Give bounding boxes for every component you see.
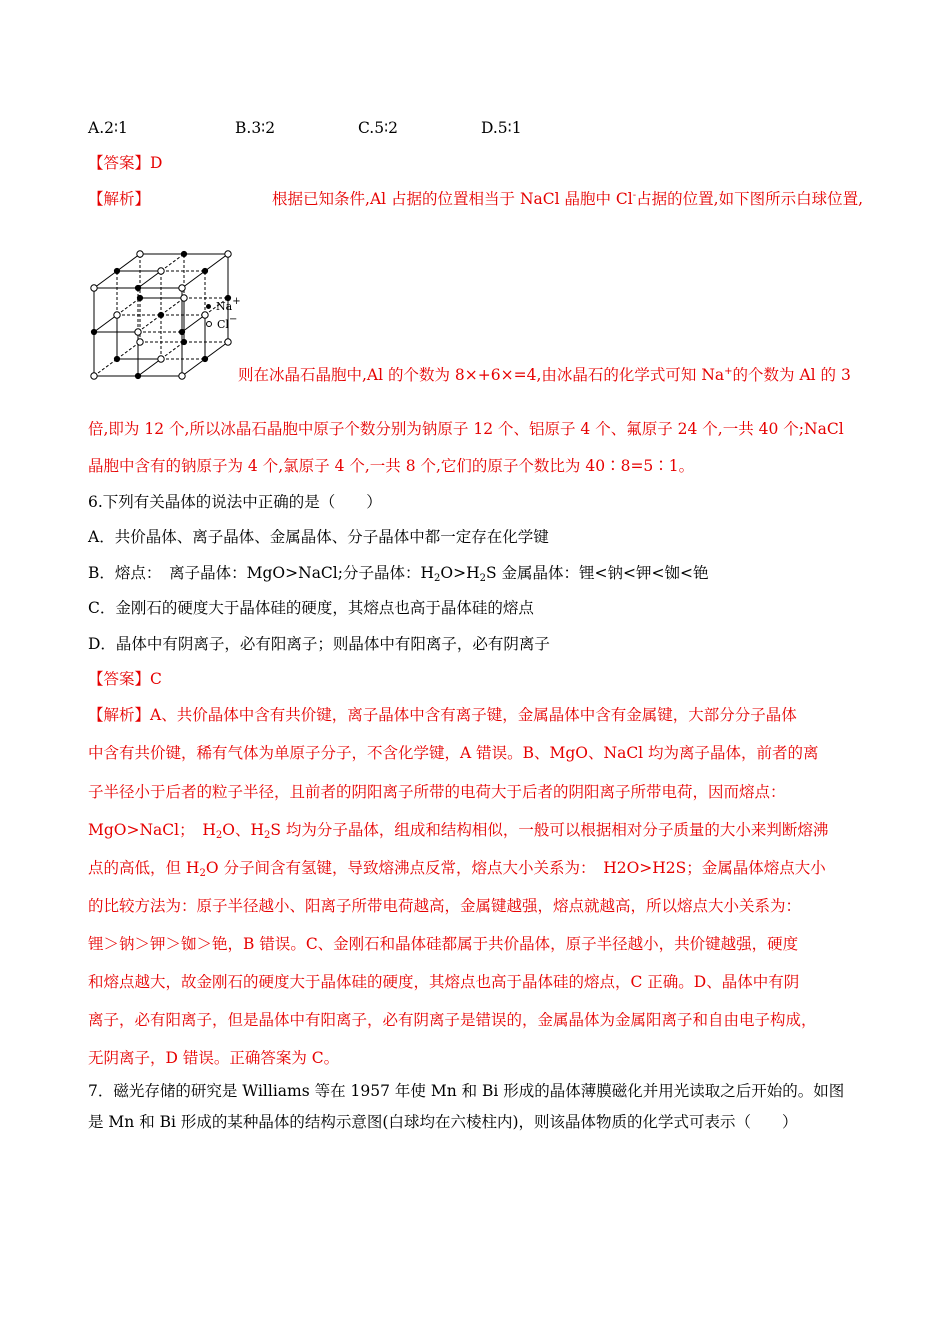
na-ion (181, 339, 186, 344)
na-ion (202, 268, 207, 273)
q6-analysis-line-3: 子半径小于后者的粒子半径，且前者的阴阳离子所带的电荷大于后者的阴阳离子所带电荷，因而熔点： (88, 783, 786, 801)
cl-ion (179, 373, 185, 379)
q6-analysis-line-8: 和熔点越大，故金刚石的硬度大于晶体硅的硬度，其熔点也高于晶体硅的熔点，C 正确。D、晶体中有阴 (88, 973, 800, 991)
cl-ion (135, 329, 141, 335)
cl-ion (91, 373, 97, 379)
na-ion (202, 356, 207, 361)
q6-analysis-line-10: 无阴离子，D 错误。正确答案为 C。 (88, 1049, 340, 1067)
cl-ion (179, 285, 185, 291)
option-a: A.2∶1 (88, 119, 128, 137)
cl-ion (158, 356, 164, 362)
q7-stem-line-2: 是 Mn 和 Bi 形成的某种晶体的结构示意图(白球均在六棱柱内)，则该晶体物质的化学式可表示（ ） (88, 1113, 798, 1131)
q6-analysis-line-1: 【解析】A、共价晶体中含有共价键，离子晶体中含有离子键，金属晶体中含有金属键，大部分分子晶体 (88, 706, 797, 724)
cl-ion (225, 339, 231, 345)
q5-analysis-line-1 (88, 189, 863, 209)
cl-ion (137, 339, 143, 345)
q6-analysis-line-7: 锂＞钠＞钾＞铷＞铯，B 错误。C、金刚石和晶体硅都属于共价晶体，原子半径越小，共价键越强，硬度 (88, 935, 799, 953)
analysis-text-1: 根据已知条件,Al 占据的位置相当于 NaCl 晶胞中 Cl-占据的位置,如下图所示白球位置, (272, 190, 863, 208)
na-ion (135, 373, 140, 378)
cl-ion (114, 312, 120, 318)
na-ion (158, 312, 163, 317)
q5-analysis-line-2: 则在冰晶石晶胞中,Al 的个数为 8×+6×=4,由冰晶石的化学式可知 Na+的个数为 Al 的 3 (238, 366, 851, 384)
filled-dot-icon (206, 304, 211, 309)
na-ion (114, 268, 119, 273)
q5-analysis-line-3: 倍,即为 12 个,所以冰晶石晶胞中原子个数分别为钠原子 12 个、铝原子 4 个、氟原子 24 个,一共 40 个;NaCl (88, 420, 844, 438)
q5-options (88, 118, 863, 138)
q6-option-d: D．晶体中有阴离子，必有阳离子；则晶体中有阳离子，必有阴离子 (88, 635, 550, 653)
cl-ion (181, 295, 187, 301)
q6-option-a: A．共价晶体、离子晶体、金属晶体、分子晶体中都一定存在化学键 (88, 528, 549, 546)
legend-na: Na+ (206, 300, 241, 313)
option-b: B.3∶2 (235, 119, 276, 137)
cl-ion (91, 285, 97, 291)
q6-stem: 6.下列有关晶体的说法中正确的是（ ） (88, 493, 382, 511)
analysis-label: 【解析】 (88, 190, 151, 208)
option-d: D.5∶1 (481, 119, 522, 137)
q7-stem-line-1: 7．磁光存储的研究是 Williams 等在 1957 年使 Mn 和 Bi 形成的晶体薄膜磁化并用光读取之后开始的。如图 (88, 1082, 845, 1100)
q6-analysis-line-2: 中含有共价键，稀有气体为单原子分子，不含化学键，A 错误。B、MgO、NaCl 均为离子晶体，前者的离 (88, 744, 819, 762)
na-ion (137, 295, 142, 300)
q6-option-c: C．金刚石的硬度大于晶体硅的硬度，其熔点也高于晶体硅的熔点 (88, 599, 534, 617)
q5-analysis-line-4: 晶胞中含有的钠原子为 4 个,氯原子 4 个,一共 8 个,它们的原子个数比为 40∶8=5∶1。 (88, 457, 695, 475)
q6-analysis-line-9: 离子，必有阳离子，但是晶体中有阳离子，必有阴离子是错误的，金属晶体为金属阳离子和自由电子构成， (88, 1011, 817, 1029)
cl-ion (137, 251, 143, 257)
q6-analysis-line-6: 的比较方法为：原子半径越小、阳离子所带电荷越高，金属键越强，熔点就越高，所以熔点大小关系为： (88, 897, 802, 915)
option-c: C.5∶2 (358, 119, 398, 137)
na-ion (179, 329, 184, 334)
cl-ion (225, 251, 231, 257)
cl-ion (158, 268, 164, 274)
hollow-dot-icon (206, 321, 212, 327)
q6-analysis-line-4: MgO>NaCl； $H_2O$、$H_2S$ 均为分子晶体，组成和结构相似，一般可以根据相对分子质量的大小来判断熔沸 (88, 821, 829, 841)
legend-cl: Cl− (206, 318, 237, 331)
q5-answer: 【答案】D (88, 154, 163, 172)
na-ion (114, 356, 119, 361)
na-ion (91, 329, 96, 334)
q6-analysis-line-5: 点的高低，但 $H_2O$ 分子间含有氢键，导致熔沸点反常，熔点大小关系为： H2O>H2S；金属晶体熔点大小 (88, 859, 826, 879)
q6-option-b: B．熔点： 离子晶体：MgO>NaCl;分子晶体：$H_2O>H_2S$ 金属晶体：锂<钠<钾<铷<铯 (88, 564, 709, 584)
na-ion (135, 285, 140, 290)
na-ion (181, 251, 186, 256)
q6-answer: 【答案】C (88, 670, 162, 688)
